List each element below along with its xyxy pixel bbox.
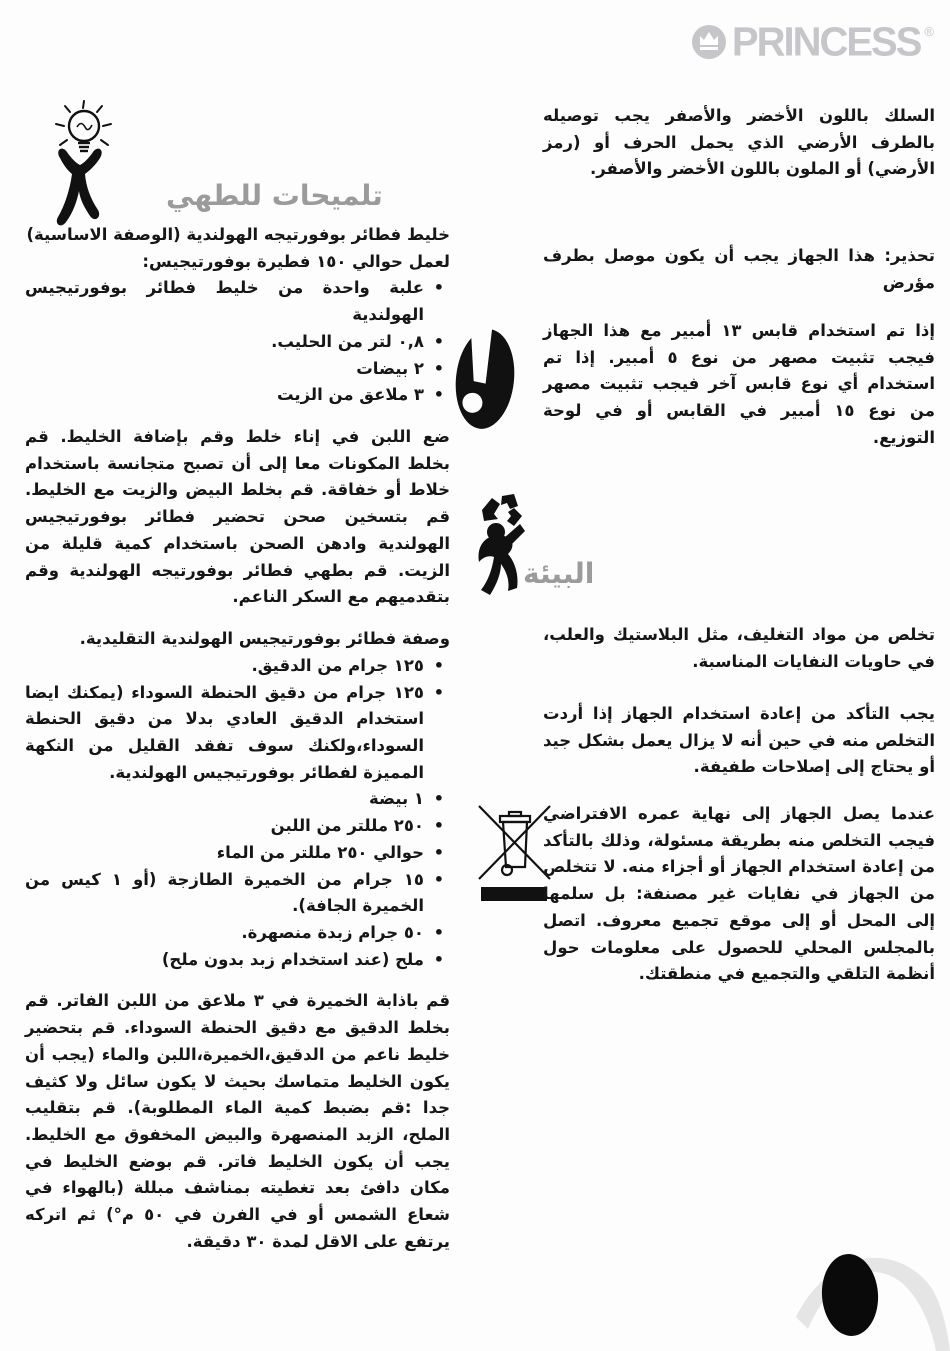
- list-item: • ملح (عند استخدام زبد بدون ملح): [25, 947, 450, 974]
- list-item: • ١٢٥ جرام من الدقيق.: [25, 653, 450, 680]
- cooking-tips-heading: تلميحات للطهي: [166, 179, 383, 212]
- mix-ingredients-list: [25, 275, 450, 409]
- registered-mark: ®: [924, 24, 934, 39]
- recipe-title: وصفة فطائر بوفورتيجيس الهولندية التقليدية.: [79, 629, 450, 649]
- list-item: • ١ بيضة: [25, 786, 450, 813]
- end-of-life-paragraph: عندما يصل الجهاز إلى نهاية عمره الافتراضي فيجب التخلص منه بطريقة مسئولة، وذلك بالتأكد من إعادة استخدام الجهاز أو أجزاء منه. لا تتخلص من الجهاز في نفايات غير مصنفة: بل سلمها إلى المحل أو إلى موقع تجميع معروف. اتصل بالمجلس المحلي للحصول على معلومات حول أنظمة التلقي والتجميع في منطقتك.: [543, 804, 935, 984]
- packaging-paragraph: تخلص من مواد التغليف، مثل البلاستيك والعلب، في حاويات النفايات المناسبة.: [543, 625, 935, 671]
- brand-name: PRINCESS: [731, 19, 921, 65]
- mix-title: خليط فطائر بوفورتيجه الهولندية (الوصفة الاساسية): [26, 225, 450, 244]
- recipe-instructions: قم باذابة الخميرة في ٣ ملاعق من اللبن الفاتر. قم بخلط الدقيق مع دقيق الحنطة السوداء. قم بتحضير خليط ناعم من الدقيق،الخميرة،اللبن والماء (يجب أن يكون الخليط متماسك بحيث لا يكون سائل ولا كثيف جدا :قم بضبط كمية الماء المطلوبة). قم بتقليب الملح، الزبد المنصهرة والبيض المخفوق مع الخليط. يجب أن يكون الخليط فاتر. قم بوضع الخليط في مكان دافئ بعد تغطيته بمناشف مبللة (بالهواء في شعاع الشمس أو في الفرن في ٥٠ م°) ثم اتركه يرتفع على الاقل لمدة ٣٠ دقيقة.: [25, 991, 450, 1251]
- list-item: • ٥٠ جرام زبدة منصهرة.: [25, 920, 450, 947]
- list-item: • علبة واحدة من خليط فطائر بوفورتيجيس الهولندية: [25, 275, 450, 328]
- list-item: • حوالي ٢٥٠ مللتر من الماء: [25, 840, 450, 867]
- list-item: • ٢٥٠ مللتر من اللبن: [25, 813, 450, 840]
- cooking-tips-icon: [48, 100, 120, 238]
- mix-instructions: ضع اللبن في إناء خلط وقم بإضافة الخليط. قم بخلط المكونات معا إلى أن تصبح متجانسة باستخدام خلاط أو خفاقة. قم بخلط البيض والزيت مع الخليط. قم بتسخين صحن تحضير فطائر بوفورتيجيس الهولندية وادهن الصحن باستخدام كمية قليلة من الزيت. قم بطهي فطائر بوفورتيجه الهولندية وقم بتقدميهم مع السكر الناعم.: [25, 427, 450, 607]
- environment-heading: البيئة: [523, 557, 595, 590]
- fuse-paragraph: إذا تم استخدام قابس ١٣ أمبير مع هذا الجهاز فيجب تثبيت مصهر من نوع ٥ أمبير. إذا تم استخدام أي نوع قابس آخر فيجب تثبيت مصهر من نوع ١٥ أمبير في القابس أو في لوحة التوزيع.: [543, 321, 936, 447]
- warning-paragraph: تحذير: هذا الجهاز يجب أن يكون موصل بطرف مؤرض: [543, 246, 935, 292]
- brand-logo: [690, 19, 934, 65]
- list-item: • ١٥ جرام من الخميرة الطازجة (أو ١ كيس من الخميرة الجافة).: [25, 867, 450, 920]
- list-item: • ١٢٥ جرام من دقيق الحنطة السوداء (يمكنك ايضا استخدام الدقيق العادي بدلا من دقيق الحنطة السوداء،ولكنك سوف تفقد القليل من النكهة المميزة لفطائر بوفورتيجيس الهولندية.: [25, 680, 450, 787]
- list-item: • ٠,٨ لتر من الحليب.: [25, 329, 450, 356]
- mix-yield: لعمل حوالي ١٥٠ فطيرة بوفورتيجيس:: [142, 251, 450, 271]
- corner-swoosh-decoration: [788, 1239, 950, 1351]
- logo-crown-icon: [690, 23, 728, 61]
- recipe-ingredients-list: [25, 653, 450, 974]
- list-item: • ٣ ملاعق من الزيت: [25, 382, 450, 409]
- cooking-tips-body: [25, 222, 450, 1256]
- wire-color-paragraph: السلك باللون الأخضر والأصفر يجب توصيله بالطرف الأرضي الذي يحمل الحرف أو (رمز الأرضي) أو الملون باللون الأخضر والأصفر.: [543, 106, 935, 179]
- warning-icon: [453, 326, 517, 432]
- reuse-paragraph: يجب التأكد من إعادة استخدام الجهاز إذا أردت التخلص منه في حين أنه لا يزال يعمل بشكل جيد أو يحتاج إلى إصلاحات طفيفة.: [543, 704, 935, 777]
- list-item: • ٢ بيضات: [25, 356, 450, 383]
